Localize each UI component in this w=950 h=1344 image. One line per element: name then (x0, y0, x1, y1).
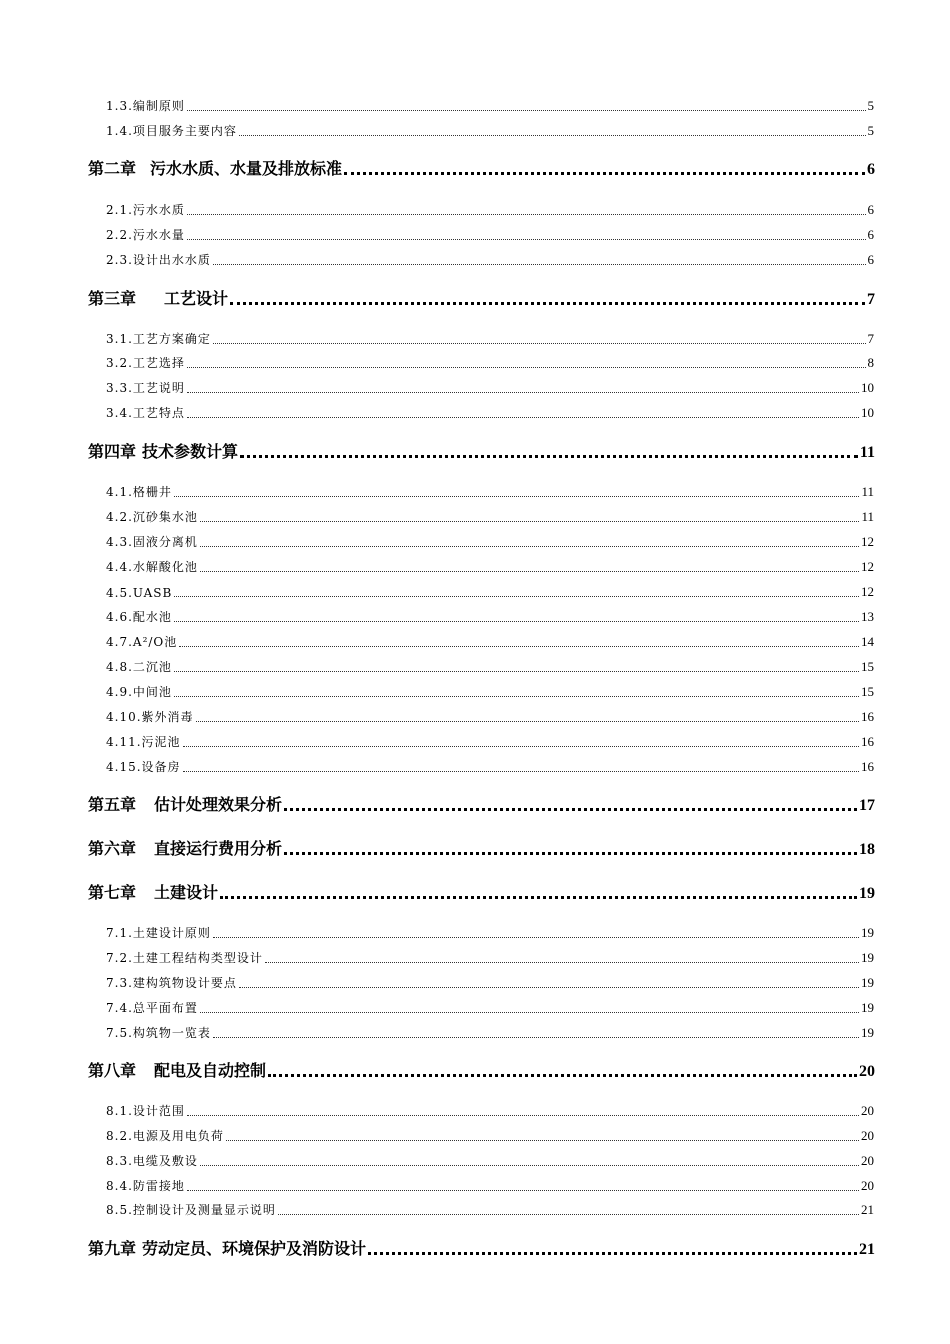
toc-section-label: 4.1.格栅井 (106, 485, 172, 499)
toc-section-label: 3.1.工艺方案确定 (106, 332, 211, 346)
toc-dot-leader (187, 1115, 859, 1116)
toc-dot-leader (213, 1037, 859, 1038)
toc-dot-leader (284, 808, 857, 811)
toc-page-number: 11 (861, 484, 874, 499)
chapter-number: 第四章 (88, 442, 137, 461)
toc-dot-leader (183, 771, 859, 772)
toc-section-label: 4.2.沉砂集水池 (106, 510, 198, 524)
chapter-title: 估计处理效果分析 (154, 795, 283, 814)
toc-chapter-entry[interactable] (0, 793, 875, 815)
toc-dot-leader (265, 962, 859, 963)
toc-section-label: 2.3.设计出水水质 (106, 253, 211, 267)
toc-section-entry[interactable] (0, 559, 874, 575)
toc-page-number: 6 (867, 161, 875, 178)
chapter-number: 第六章 (88, 839, 137, 858)
toc-section-label: 7.5.构筑物一览表 (106, 1026, 211, 1040)
toc-section-label: 3.2.工艺选择 (106, 356, 185, 370)
toc-chapter-label (88, 156, 342, 179)
toc-dot-leader (226, 1140, 859, 1141)
toc-section-entry[interactable] (0, 1178, 874, 1194)
toc-dot-leader (213, 343, 866, 344)
toc-page-number: 5 (867, 123, 874, 138)
toc-page-number: 16 (861, 734, 874, 749)
toc-page-number: 17 (859, 797, 875, 814)
toc-section-label: 7.3.建构筑物设计要点 (106, 976, 237, 990)
toc-section-entry[interactable] (0, 331, 874, 347)
toc-section-label: 3.3.工艺说明 (106, 381, 185, 395)
toc-dot-leader (174, 696, 859, 697)
toc-dot-leader (187, 110, 866, 111)
toc-page-number: 11 (861, 509, 874, 524)
toc-page-number: 21 (859, 1241, 875, 1258)
toc-section-label: 4.11.污泥池 (106, 735, 181, 749)
toc-section-entry[interactable] (0, 509, 874, 525)
toc-dot-leader (230, 302, 865, 305)
toc-chapter-label (88, 836, 282, 859)
chapter-title: 技术参数计算 (142, 442, 239, 461)
toc-section-entry[interactable] (0, 950, 874, 966)
toc-chapter-entry[interactable] (0, 1237, 875, 1259)
toc-section-label: 7.4.总平面布置 (106, 1001, 198, 1015)
toc-dot-leader (240, 455, 858, 458)
toc-section-entry[interactable] (0, 534, 874, 550)
toc-section-entry[interactable] (0, 584, 874, 600)
toc-page-number: 19 (861, 925, 874, 940)
chapter-number: 第七章 (88, 883, 137, 902)
toc-section-entry[interactable] (0, 709, 874, 725)
toc-section-entry[interactable] (0, 734, 874, 750)
toc-page-number: 6 (867, 252, 874, 267)
toc-dot-leader (200, 1165, 859, 1166)
toc-page-number: 20 (861, 1153, 874, 1168)
toc-section-entry[interactable] (0, 1103, 874, 1119)
toc-page-number: 21 (861, 1202, 874, 1217)
toc-page-number: 6 (867, 227, 874, 242)
toc-section-entry[interactable] (0, 925, 874, 941)
toc-chapter-label (88, 792, 282, 815)
toc-page-number: 20 (861, 1178, 874, 1193)
toc-page-number: 7 (867, 331, 874, 346)
toc-page-number: 15 (861, 659, 874, 674)
toc-dot-leader (213, 264, 866, 265)
chapter-title: 配电及自动控制 (154, 1061, 267, 1080)
toc-chapter-label (88, 1236, 366, 1259)
chapter-title: 劳动定员、环境保护及消防设计 (142, 1239, 367, 1258)
toc-chapter-entry[interactable] (0, 837, 875, 859)
toc-page-number: 12 (861, 534, 874, 549)
toc-dot-leader (187, 417, 859, 418)
chapter-title: 工艺设计 (164, 289, 229, 308)
toc-chapter-label (88, 1058, 266, 1081)
toc-section-entry[interactable] (0, 202, 874, 218)
toc-section-label: 4.8.二沉池 (106, 660, 172, 674)
toc-section-label: 4.9.中间池 (106, 685, 172, 699)
toc-section-entry[interactable] (0, 1202, 874, 1218)
toc-section-label: 2.1.污水水质 (106, 203, 185, 217)
toc-page-number: 20 (861, 1103, 874, 1118)
toc-section-label: 1.4.项目服务主要内容 (106, 124, 237, 138)
toc-section-label: 4.5.UASB (106, 586, 173, 600)
toc-page-number: 10 (861, 405, 874, 420)
toc-section-entry[interactable] (0, 634, 874, 650)
toc-section-entry[interactable] (0, 759, 874, 775)
toc-page-number: 20 (861, 1128, 874, 1143)
toc-dot-leader (179, 646, 859, 647)
toc-dot-leader (187, 367, 866, 368)
toc-page-number: 16 (861, 709, 874, 724)
toc-dot-leader (187, 214, 866, 215)
toc-dot-leader (187, 1190, 859, 1191)
toc-dot-leader (183, 746, 859, 747)
toc-dot-leader (200, 1012, 859, 1013)
toc-section-label: 4.15.设备房 (106, 760, 181, 774)
toc-page-number: 14 (861, 634, 874, 649)
toc-section-label: 8.4.防雷接地 (106, 1179, 185, 1193)
toc-dot-leader (344, 172, 865, 175)
toc-section-entry[interactable] (0, 1025, 874, 1041)
toc-dot-leader (200, 546, 859, 547)
toc-page-number: 19 (861, 950, 874, 965)
chapter-title: 土建设计 (154, 883, 219, 902)
toc-section-label: 4.10.紫外消毒 (106, 710, 194, 724)
toc-section-label: 3.4.工艺特点 (106, 406, 185, 420)
toc-section-label: 7.1.土建设计原则 (106, 926, 211, 940)
toc-section-entry[interactable] (0, 975, 874, 991)
toc-section-entry[interactable] (0, 1000, 874, 1016)
toc-section-label: 8.5.控制设计及测量显示说明 (106, 1203, 276, 1217)
chapter-number: 第八章 (88, 1061, 137, 1080)
toc-dot-leader (239, 987, 859, 988)
toc-dot-leader (278, 1214, 859, 1215)
toc-page-number: 6 (867, 202, 874, 217)
toc-page-number: 13 (861, 609, 874, 624)
chapter-number: 第九章 (88, 1239, 137, 1258)
toc-page-number: 15 (861, 684, 874, 699)
toc-section-label: 8.3.电缆及敷设 (106, 1154, 198, 1168)
chapter-number: 第五章 (88, 795, 137, 814)
toc-page-number: 18 (859, 841, 875, 858)
toc-dot-leader (174, 621, 859, 622)
toc-section-label: 8.1.设计范围 (106, 1104, 185, 1118)
toc-section-entry[interactable] (0, 659, 874, 675)
toc-section-label: 7.2.土建工程结构类型设计 (106, 951, 263, 965)
toc-page-number: 20 (859, 1063, 875, 1080)
toc-chapter-entry[interactable] (0, 287, 875, 309)
toc-dot-leader (220, 896, 857, 899)
toc-page-number: 5 (867, 98, 874, 113)
toc-page-number: 19 (861, 1025, 874, 1040)
toc-section-label: 4.3.固液分离机 (106, 535, 198, 549)
toc-dot-leader (213, 937, 859, 938)
toc-section-entry[interactable] (0, 380, 874, 396)
toc-dot-leader (284, 852, 857, 855)
toc-dot-leader (200, 521, 860, 522)
toc-dot-leader (187, 239, 866, 240)
toc-section-label: 1.3.编制原则 (106, 99, 185, 113)
toc-section-entry[interactable] (0, 684, 874, 700)
toc-section-entry[interactable] (0, 252, 874, 268)
chapter-title: 直接运行费用分析 (154, 839, 283, 858)
toc-dot-leader (268, 1074, 857, 1077)
toc-dot-leader (174, 496, 860, 497)
toc-section-entry[interactable] (0, 355, 874, 371)
toc-chapter-entry[interactable] (0, 1059, 875, 1081)
chapter-title: 污水水质、水量及排放标准 (150, 159, 343, 178)
toc-section-entry[interactable] (0, 227, 874, 243)
toc-page-number: 7 (867, 291, 875, 308)
toc-section-entry[interactable] (0, 1128, 874, 1144)
toc-section-label: 8.2.电源及用电负荷 (106, 1129, 224, 1143)
toc-page-number: 19 (861, 975, 874, 990)
toc-page-number: 11 (859, 444, 875, 461)
toc-page-number: 8 (867, 355, 874, 370)
toc-section-label: 2.2.污水水量 (106, 228, 185, 242)
toc-dot-leader (187, 392, 859, 393)
toc-page-number: 16 (861, 759, 874, 774)
chapter-number: 第三章 (88, 289, 137, 308)
toc-dot-leader (239, 135, 866, 136)
toc-section-label: 4.6.配水池 (106, 610, 172, 624)
toc-page-number: 12 (861, 584, 874, 599)
toc-section-entry[interactable] (0, 98, 874, 114)
toc-chapter-entry[interactable] (0, 157, 875, 179)
toc-section-label: 4.4.水解酸化池 (106, 560, 198, 574)
toc-page-number: 19 (861, 1000, 874, 1015)
toc-chapter-label (88, 286, 228, 309)
toc-dot-leader (200, 571, 859, 572)
toc-page-number: 10 (861, 380, 874, 395)
toc-section-entry[interactable] (0, 1153, 874, 1169)
toc-chapter-label (88, 439, 238, 462)
toc-dot-leader (174, 671, 859, 672)
toc-chapter-entry[interactable] (0, 440, 875, 462)
toc-dot-leader (368, 1252, 857, 1255)
toc-dot-leader (196, 721, 859, 722)
toc-section-label: 4.7.A²/O池 (106, 635, 178, 649)
toc-page-number: 12 (861, 559, 874, 574)
toc-page-number: 19 (859, 885, 875, 902)
toc-section-entry[interactable] (0, 405, 874, 421)
toc-chapter-entry[interactable] (0, 881, 875, 903)
toc-section-entry[interactable] (0, 609, 874, 625)
toc-section-entry[interactable] (0, 484, 874, 500)
toc-section-entry[interactable] (0, 123, 874, 139)
toc-chapter-label (88, 880, 218, 903)
toc-dot-leader (174, 596, 859, 597)
chapter-number: 第二章 (88, 159, 137, 178)
